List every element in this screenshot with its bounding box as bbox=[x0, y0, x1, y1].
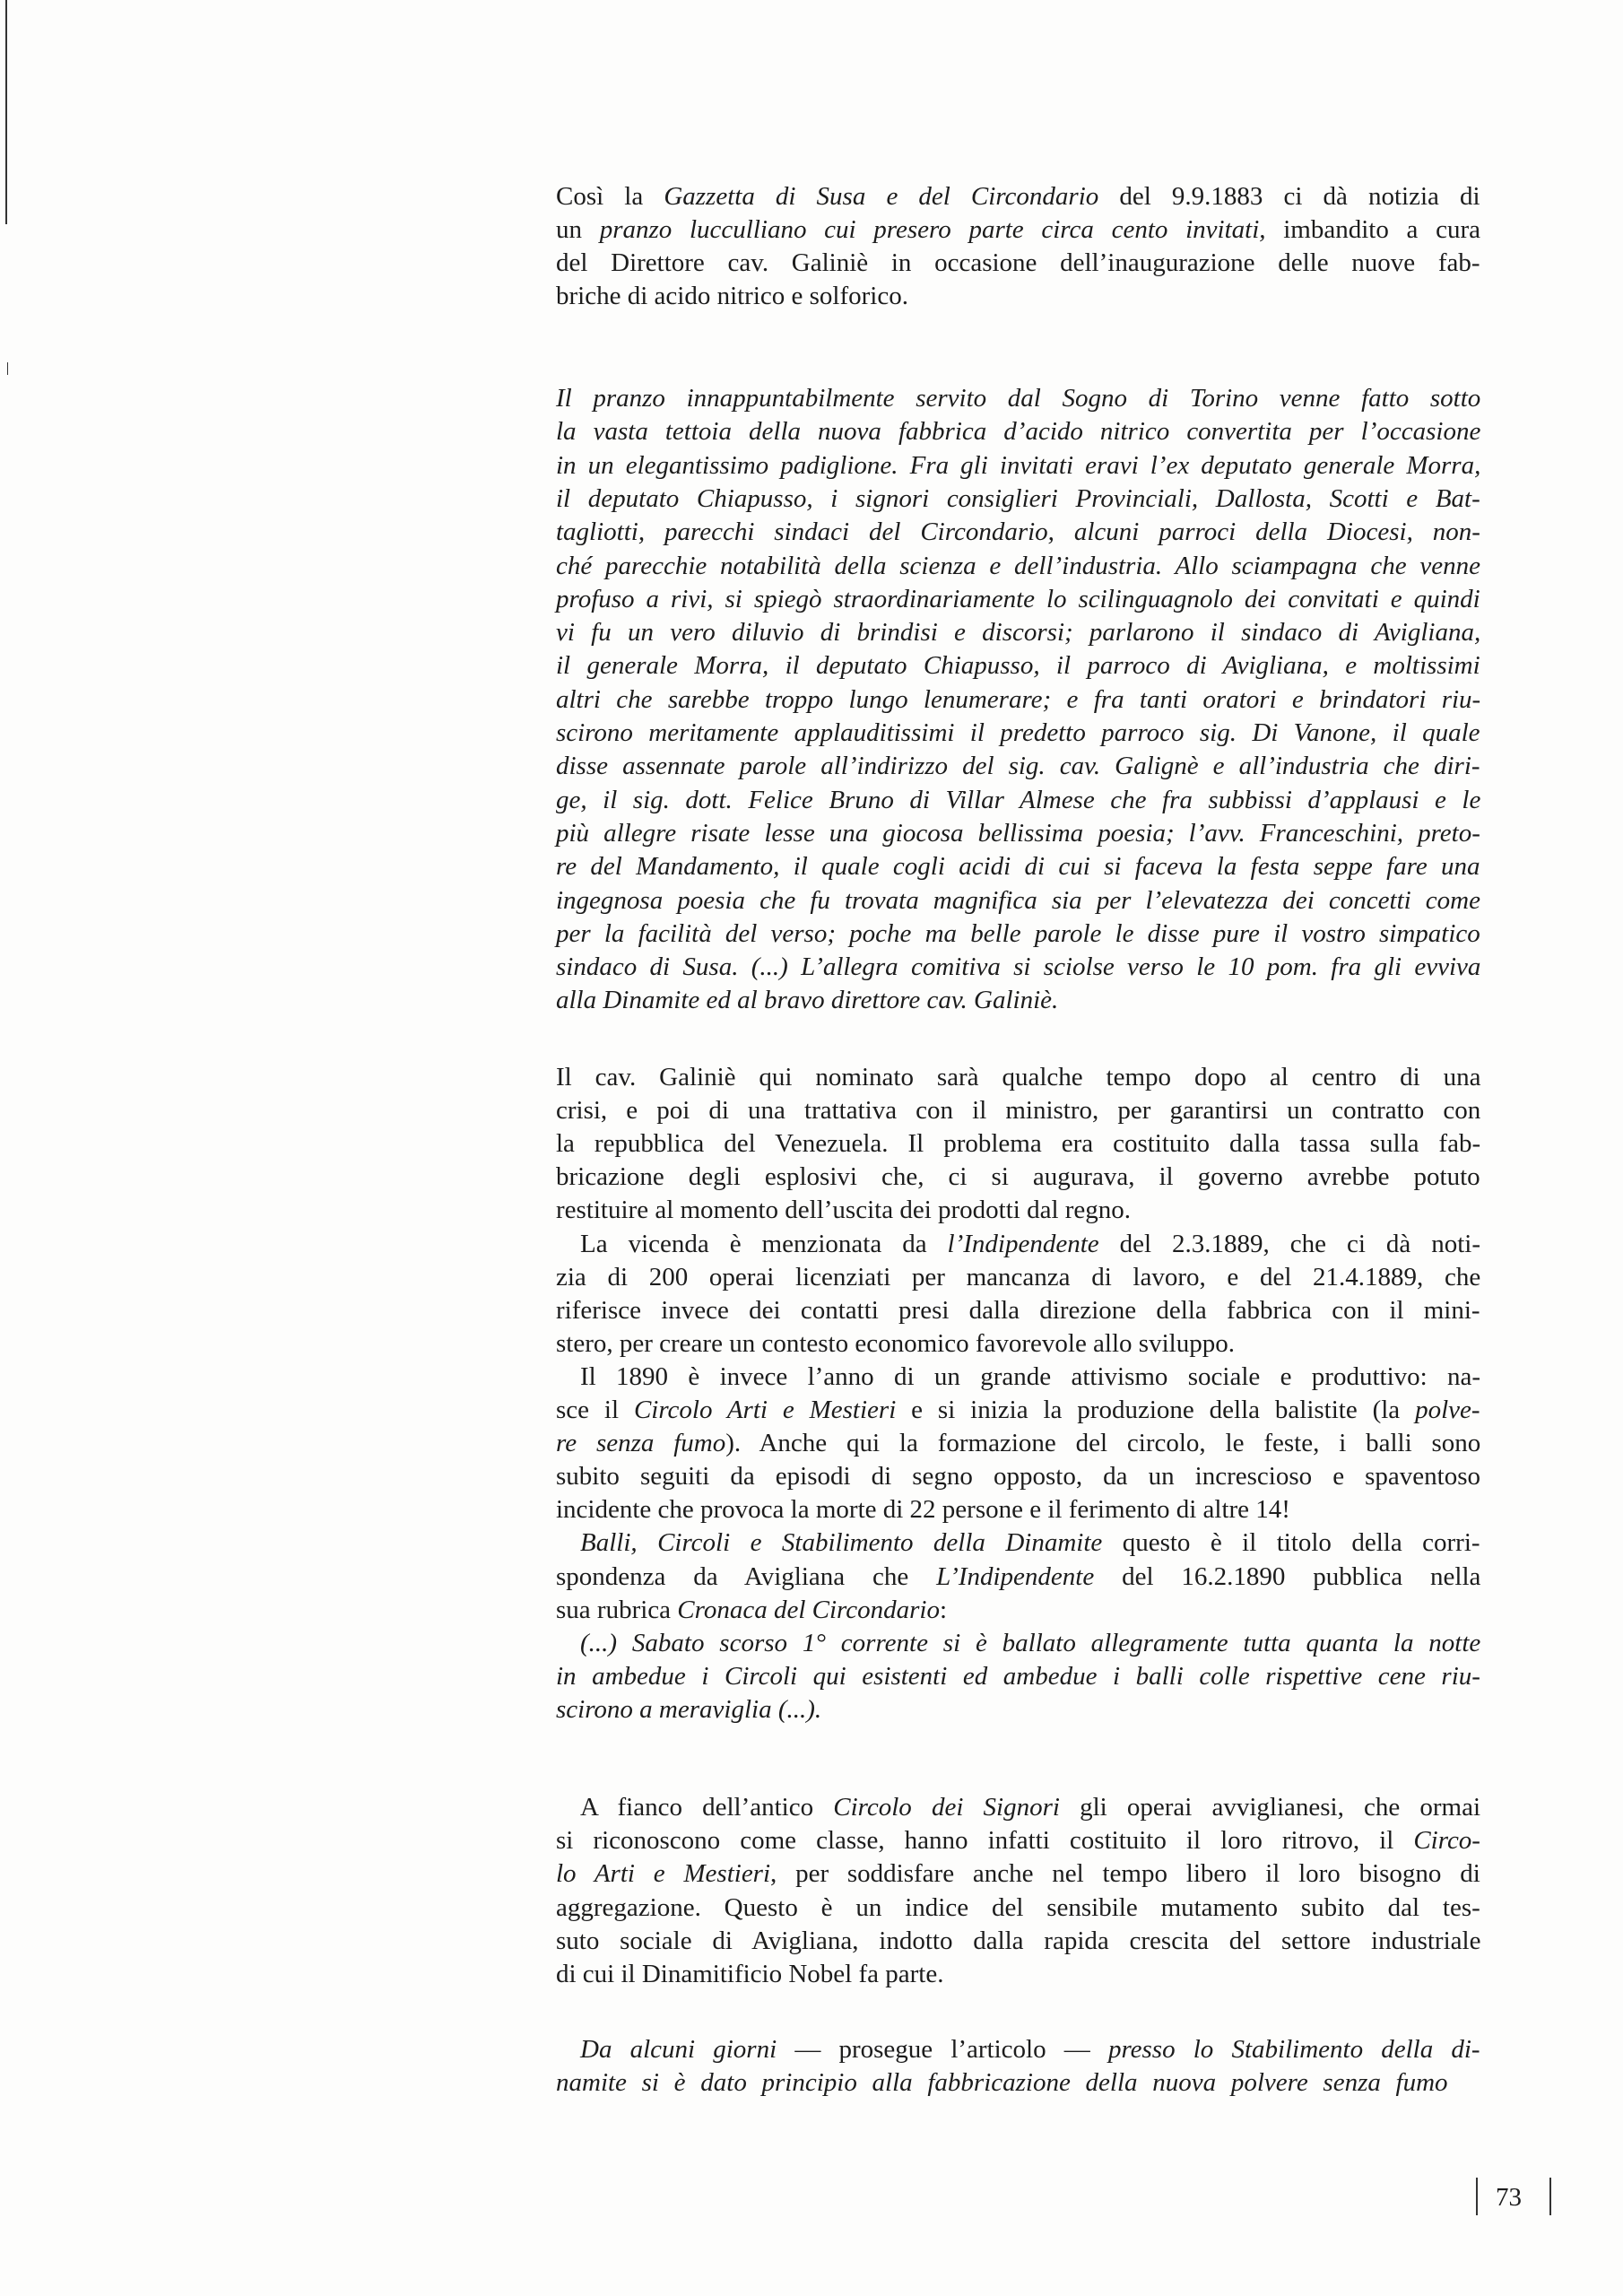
text-line bbox=[556, 1259, 1480, 1295]
text-line bbox=[556, 782, 1480, 818]
text-line bbox=[556, 682, 1480, 718]
italic-segment: alla Dinamite ed al bravo direttore cav. Galiniè. bbox=[556, 986, 1059, 1014]
text-segment: subito seguiti da episodi di segno opposto, da un increscioso e spaventoso bbox=[556, 1462, 1481, 1491]
italic-segment: il generale Morra, il deputato Chiapusso, il parroco di Avigliana, e moltissimi bbox=[556, 651, 1480, 680]
text-segment: del 9.9.1883 ci dà notizia di bbox=[1098, 182, 1480, 211]
text-line bbox=[556, 1923, 1480, 1959]
text-line bbox=[580, 1789, 1480, 1825]
text-segment: zia di 200 operai licenziati per mancanza di lavoro, e del 21.4.1889, che bbox=[556, 1263, 1481, 1292]
italic-segment: in ambedue i Circoli qui esistenti ed ambedue i balli colle rispettive cene riu- bbox=[556, 1662, 1480, 1691]
text-segment: imbandito a cura bbox=[1265, 215, 1481, 244]
text-line bbox=[556, 1592, 947, 1628]
text-line bbox=[580, 1525, 1480, 1561]
text-segment: del 16.2.1890 pubblica nella bbox=[1094, 1562, 1481, 1591]
text-segment: — prosegue l’articolo — bbox=[777, 2035, 1108, 2064]
text-segment: incidente che provoca la morte di 22 persone e il ferimento di altre 14! bbox=[556, 1495, 1290, 1524]
left-margin-mark bbox=[5, 0, 7, 224]
text-line bbox=[556, 614, 1480, 650]
text-segment: , per soddisfare anche nel tempo libero il loro bisogno di bbox=[770, 1859, 1480, 1888]
italic-segment: namite si è dato principio alla fabbricazione della nuova polvere senza fumo bbox=[556, 2068, 1448, 2097]
text-line bbox=[556, 245, 1480, 281]
text-segment: A fianco dell’antico bbox=[580, 1793, 834, 1822]
text-line bbox=[556, 1159, 1480, 1195]
text-segment: La vicenda è menzionata da bbox=[580, 1230, 948, 1258]
italic-segment: disse assennate parole all’indirizzo del sig. cav. Galignè e all’industria che diri- bbox=[556, 752, 1480, 780]
text-line bbox=[556, 481, 1480, 517]
text-line bbox=[556, 1890, 1480, 1926]
text-line bbox=[556, 1126, 1480, 1161]
italic-segment: profuso a rivi, si spiegò straordinariamente lo scilinguagnolo dei convitati e quindi bbox=[556, 585, 1480, 613]
text-segment: ). Anche qui la formazione del circolo, le feste, i balli sono bbox=[725, 1429, 1481, 1457]
text-segment: si riconoscono come classe, hanno infatti costituito il loro ritrovo, il bbox=[556, 1826, 1414, 1855]
text-segment: : bbox=[939, 1596, 948, 1624]
italic-segment: il deputato Chiapusso, i signori consiglieri Provinciali, Dallosta, Scotti e Bat- bbox=[556, 484, 1480, 513]
italic-segment: per la facilità del verso; poche ma belle parole le disse pure il vostro simpatico bbox=[556, 919, 1480, 948]
italic-segment: tagliotti, parecchi sindaci del Circondario, alcuni parroci della Diocesi, non- bbox=[556, 517, 1480, 546]
italic-segment: la vasta tettoia della nuova fabbrica d’acido nitrico convertita per l’occasione bbox=[556, 417, 1481, 446]
text-segment: del 2.3.1889, che ci dà noti- bbox=[1098, 1230, 1481, 1258]
text-line bbox=[556, 413, 1480, 449]
italic-segment: Balli, Circoli e Stabilimento della Dinamite bbox=[580, 1528, 1103, 1557]
text-line bbox=[556, 1856, 1480, 1892]
text-line bbox=[556, 581, 1480, 617]
text-segment: crisi, e poi di una trattativa con il ministro, per garantirsi un contratto con bbox=[556, 1096, 1481, 1125]
italic-segment: ché parecchie notabilità della scienza e dell’industria. Allo sciampagna che venne bbox=[556, 552, 1480, 580]
text-line bbox=[580, 1226, 1480, 1262]
text-line bbox=[556, 514, 1480, 550]
text-segment: e si inizia la produzione della balistite (la bbox=[896, 1396, 1416, 1424]
italic-segment: Il pranzo innappuntabilmente servito dal Sogno di Torino venne fatto sotto bbox=[556, 384, 1481, 413]
text-line bbox=[580, 1359, 1480, 1395]
text-line bbox=[556, 212, 1480, 248]
text-segment: Così la bbox=[556, 182, 664, 211]
italic-segment: sindaco di Susa. (...) L’allegra comitiva si sciolse verso le 10 pom. fra gli evviva bbox=[556, 952, 1481, 981]
text-line bbox=[556, 1692, 821, 1727]
text-line bbox=[556, 448, 1480, 483]
italic-segment: ingegnosa poesia che fu trovata magnifica sia per l’elevatezza dei concetti come bbox=[556, 886, 1480, 915]
text-line bbox=[556, 1059, 1480, 1095]
text-line bbox=[556, 1192, 1131, 1228]
folio-left-rule bbox=[1476, 2178, 1478, 2215]
text-line bbox=[556, 815, 1480, 851]
text-line bbox=[556, 1392, 1480, 1428]
italic-segment: in un elegantissimo padiglione. Fra gli invitati eravi l’ex deputato generale Morra, bbox=[556, 451, 1481, 480]
text-segment: di cui il Dinamitificio Nobel fa parte. bbox=[556, 1960, 944, 1988]
italic-segment: re senza fumo bbox=[556, 1429, 726, 1457]
text-line bbox=[556, 548, 1480, 584]
text-segment: sce il bbox=[556, 1396, 634, 1424]
italic-segment: Circo- bbox=[1413, 1826, 1480, 1855]
text-segment: briche di acido nitrico e solforico. bbox=[556, 282, 908, 310]
italic-segment: scirono a meraviglia (...). bbox=[556, 1695, 822, 1724]
text-line bbox=[556, 1326, 1235, 1361]
text-segment: del Direttore cav. Galiniè in occasione dell’inaugurazione delle nuove fab- bbox=[556, 248, 1480, 277]
text-line bbox=[556, 1492, 1290, 1527]
italic-segment: altri che sarebbe troppo lungo lenumerare; e fra tanti oratori e brindatori riu- bbox=[556, 685, 1481, 714]
text-line bbox=[580, 2031, 1480, 2067]
italic-segment: Circolo dei Signori bbox=[833, 1793, 1060, 1822]
text-line bbox=[556, 1822, 1480, 1858]
text-line bbox=[556, 916, 1480, 952]
text-line bbox=[556, 380, 1480, 416]
text-segment: la repubblica del Venezuela. Il problema era costituito dalla tassa sulla fab- bbox=[556, 1129, 1481, 1158]
italic-segment: vi fu un vero diluvio di brindisi e discorsi; parlarono il sindaco di Avigliana, bbox=[556, 618, 1481, 647]
italic-segment: più allegre risate lesse una giocosa bellissima poesia; l’avv. Franceschini, preto- bbox=[556, 819, 1480, 848]
text-segment: aggregazione. Questo è un indice del sensibile mutamento subito dal tes- bbox=[556, 1893, 1480, 1922]
text-line bbox=[556, 982, 1058, 1018]
italic-segment: presso lo Stabilimento della di- bbox=[1107, 2035, 1480, 2064]
text-segment: Il 1890 è invece l’anno di un grande attivismo sociale e produttivo: na- bbox=[580, 1362, 1481, 1391]
folio-right-rule bbox=[1549, 2178, 1551, 2215]
italic-segment: pranzo lucculliano cui presero parte circa cento invitati, bbox=[599, 215, 1266, 244]
text-segment: sua rubrica bbox=[556, 1596, 678, 1624]
text-line bbox=[556, 1425, 1480, 1461]
text-line bbox=[556, 178, 1480, 214]
italic-segment: (...) Sabato scorso 1° corrente si è ballato allegramente tutta quanta la notte bbox=[580, 1629, 1481, 1657]
text-segment: riferisce invece dei contatti presi dalla direzione della fabbrica con il mini- bbox=[556, 1296, 1480, 1325]
text-line bbox=[556, 2065, 1448, 2100]
text-line bbox=[556, 1956, 943, 1992]
text-line bbox=[556, 1559, 1480, 1595]
left-margin-tick bbox=[7, 362, 8, 375]
text-segment: stero, per creare un contesto economico favorevole allo sviluppo. bbox=[556, 1329, 1235, 1358]
text-line bbox=[556, 278, 908, 314]
page-number: 73 bbox=[1496, 2183, 1522, 2212]
italic-segment: Cronaca del Circondario bbox=[677, 1596, 940, 1624]
italic-segment: Da alcuni giorni bbox=[580, 2035, 777, 2064]
text-line bbox=[556, 648, 1480, 683]
text-segment: Il cav. Galiniè qui nominato sarà qualche tempo dopo al centro di una bbox=[556, 1063, 1481, 1091]
italic-segment: lo Arti e Mestieri bbox=[556, 1859, 771, 1888]
text-line bbox=[556, 949, 1480, 985]
text-line bbox=[556, 715, 1480, 751]
italic-segment: Circolo Arti e Mestieri bbox=[633, 1396, 897, 1424]
text-line bbox=[556, 1658, 1480, 1694]
text-segment: bricazione degli esplosivi che, ci si augurava, il governo avrebbe potuto bbox=[556, 1162, 1480, 1191]
italic-segment: l’Indipendente bbox=[947, 1230, 1099, 1258]
italic-segment: Gazzetta di Susa e del Circondario bbox=[664, 182, 1099, 211]
text-line bbox=[556, 883, 1480, 918]
text-line bbox=[556, 1292, 1480, 1328]
italic-segment: scirono meritamente applauditissimi il predetto parroco sig. Di Vanone, il quale bbox=[556, 718, 1480, 747]
text-segment: questo è il titolo della corri- bbox=[1102, 1528, 1480, 1557]
italic-segment: re del Mandamento, il quale cogli acidi di cui si faceva la festa seppe fare una bbox=[556, 852, 1480, 881]
text-line bbox=[556, 748, 1480, 784]
text-line bbox=[580, 1625, 1480, 1661]
text-segment: gli operai avviglianesi, che ormai bbox=[1059, 1793, 1481, 1822]
italic-segment: ge, il sig. dott. Felice Bruno di Villar Almese che fra subbissi d’applausi e le bbox=[556, 786, 1481, 814]
text-line bbox=[556, 1092, 1480, 1128]
text-segment: restituire al momento dell’uscita dei prodotti dal regno. bbox=[556, 1196, 1132, 1224]
text-segment: un bbox=[556, 215, 600, 244]
text-line bbox=[556, 848, 1480, 884]
italic-segment: L’Indipendente bbox=[936, 1562, 1095, 1591]
text-line bbox=[556, 1458, 1480, 1494]
text-segment: spondenza da Avigliana che bbox=[556, 1562, 937, 1591]
text-segment: suto sociale di Avigliana, indotto dalla rapida crescita del settore industriale bbox=[556, 1926, 1481, 1955]
italic-segment: polve- bbox=[1415, 1396, 1480, 1424]
